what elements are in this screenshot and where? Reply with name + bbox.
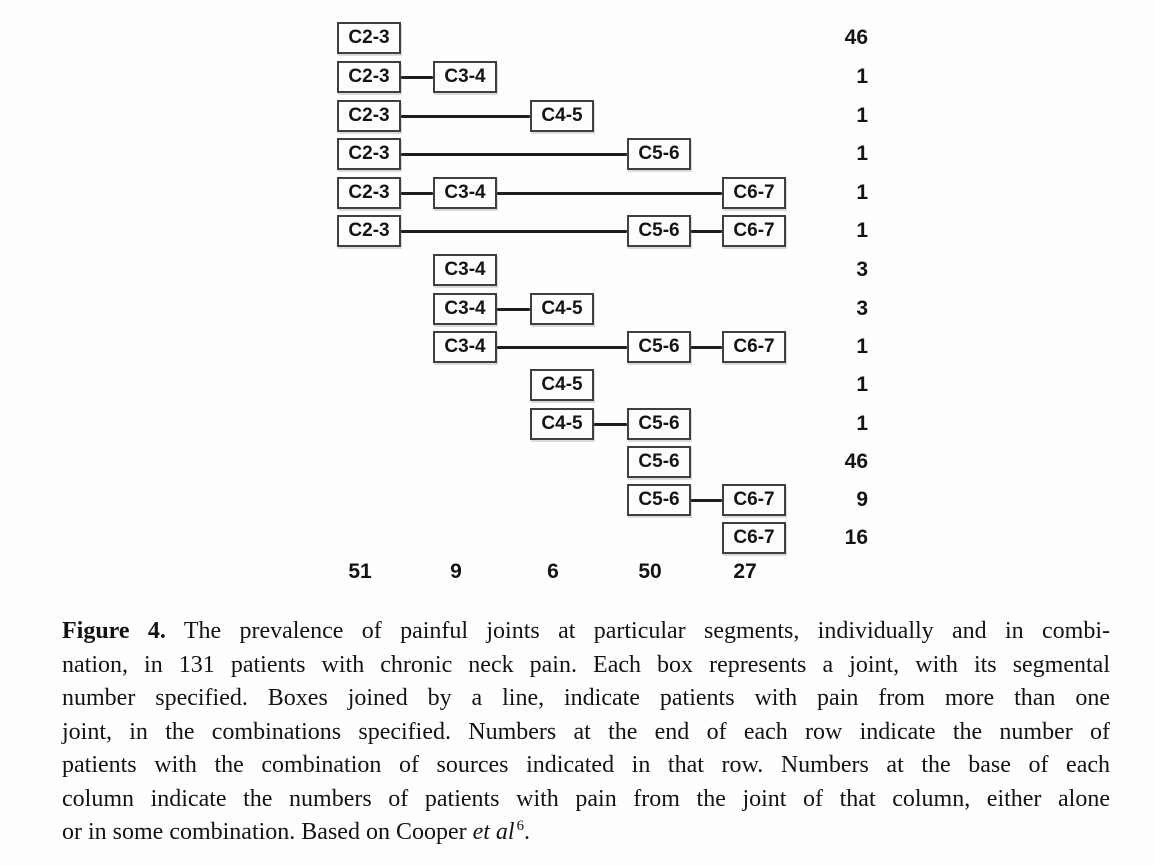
joint-box: C5-6 xyxy=(627,484,691,516)
joint-box: C5-6 xyxy=(627,331,691,363)
caption-reference-number: 6 xyxy=(516,818,525,834)
row-count: 16 xyxy=(844,526,868,549)
connector-line xyxy=(401,192,433,195)
row-count: 46 xyxy=(844,450,868,473)
diagram-row xyxy=(0,177,1154,209)
row-count: 1 xyxy=(856,335,868,358)
joint-box: C6-7 xyxy=(722,484,786,516)
joint-box: C2-3 xyxy=(337,22,401,54)
diagram-row xyxy=(0,331,1154,363)
diagram-row xyxy=(0,369,1154,401)
row-count: 1 xyxy=(856,412,868,435)
caption-line: column indicate the numbers of patients with pain from the joint of that column, either alone xyxy=(62,785,1110,812)
figure-label: Figure 4. xyxy=(62,618,166,644)
caption-line: joint, in the combinations specified. Numbers at the end of each row indicate the number of xyxy=(62,718,1110,745)
joint-box: C2-3 xyxy=(337,61,401,93)
joint-box: C3-4 xyxy=(433,254,497,286)
caption-text: The prevalence of painful joints at particular segments, individually and in combi- xyxy=(183,618,1110,644)
joint-box: C6-7 xyxy=(722,177,786,209)
joint-box: C3-4 xyxy=(433,177,497,209)
joint-box: C5-6 xyxy=(627,215,691,247)
row-count: 3 xyxy=(856,297,868,320)
row-count: 1 xyxy=(856,65,868,88)
joint-box: C3-4 xyxy=(433,293,497,325)
column-total: 50 xyxy=(638,560,662,583)
caption-line: patients with the combination of sources indicated in that row. Numbers at the base of each xyxy=(62,752,1110,778)
joint-box: C2-3 xyxy=(337,100,401,132)
connector-line xyxy=(401,115,530,118)
diagram-row xyxy=(0,408,1154,440)
joint-box: C2-3 xyxy=(337,138,401,170)
caption-line: number specified. Boxes joined by a line, indicate patients with pain from more than one xyxy=(62,685,1110,711)
row-count: 1 xyxy=(856,373,868,396)
joint-box: C5-6 xyxy=(627,446,691,478)
joint-box: C4-5 xyxy=(530,100,594,132)
column-total: 27 xyxy=(733,560,757,583)
diagram-row xyxy=(0,522,1154,554)
joint-box: C3-4 xyxy=(433,61,497,93)
row-count: 9 xyxy=(856,488,868,511)
row-count: 1 xyxy=(856,142,868,165)
connector-line xyxy=(497,308,530,311)
connector-line xyxy=(401,153,627,156)
caption-citation: et al xyxy=(472,819,515,845)
joint-box: C4-5 xyxy=(530,408,594,440)
connector-line xyxy=(497,192,722,195)
joint-box: C6-7 xyxy=(722,331,786,363)
row-count: 3 xyxy=(856,258,868,281)
diagram-row xyxy=(0,22,1154,54)
diagram-row xyxy=(0,138,1154,170)
joint-box: C6-7 xyxy=(722,522,786,554)
joint-box: C2-3 xyxy=(337,215,401,247)
joint-box: C6-7 xyxy=(722,215,786,247)
caption-line xyxy=(62,816,1110,850)
column-total: 6 xyxy=(547,560,559,583)
diagram-row xyxy=(0,293,1154,325)
connector-line xyxy=(497,346,627,349)
joint-box: C5-6 xyxy=(627,408,691,440)
joint-box: C5-6 xyxy=(627,138,691,170)
row-count: 46 xyxy=(844,26,868,49)
connector-line xyxy=(401,76,433,79)
column-totals xyxy=(0,560,1154,588)
connector-line xyxy=(594,423,627,426)
connector-line xyxy=(691,346,722,349)
figure-caption xyxy=(62,615,1110,850)
diagram-row xyxy=(0,61,1154,93)
joint-box: C4-5 xyxy=(530,369,594,401)
caption-text: . xyxy=(524,819,531,845)
diagram-row xyxy=(0,254,1154,286)
joint-box: C3-4 xyxy=(433,331,497,363)
column-total: 9 xyxy=(450,560,462,583)
joint-box: C4-5 xyxy=(530,293,594,325)
row-count: 1 xyxy=(856,181,868,204)
row-count: 1 xyxy=(856,219,868,242)
caption-line xyxy=(62,615,1110,649)
joint-box: C2-3 xyxy=(337,177,401,209)
connector-line xyxy=(401,230,627,233)
caption-text: or in some combination. Based on Cooper xyxy=(62,819,473,845)
diagram-row xyxy=(0,100,1154,132)
diagram-row xyxy=(0,215,1154,247)
column-total: 51 xyxy=(348,560,372,583)
diagram-row xyxy=(0,446,1154,478)
row-count: 1 xyxy=(856,104,868,127)
diagram-row xyxy=(0,484,1154,516)
connector-line xyxy=(691,230,722,233)
connector-line xyxy=(691,499,722,502)
caption-line: nation, in 131 patients with chronic neck pain. Each box represents a joint, with its segmental xyxy=(62,651,1110,678)
